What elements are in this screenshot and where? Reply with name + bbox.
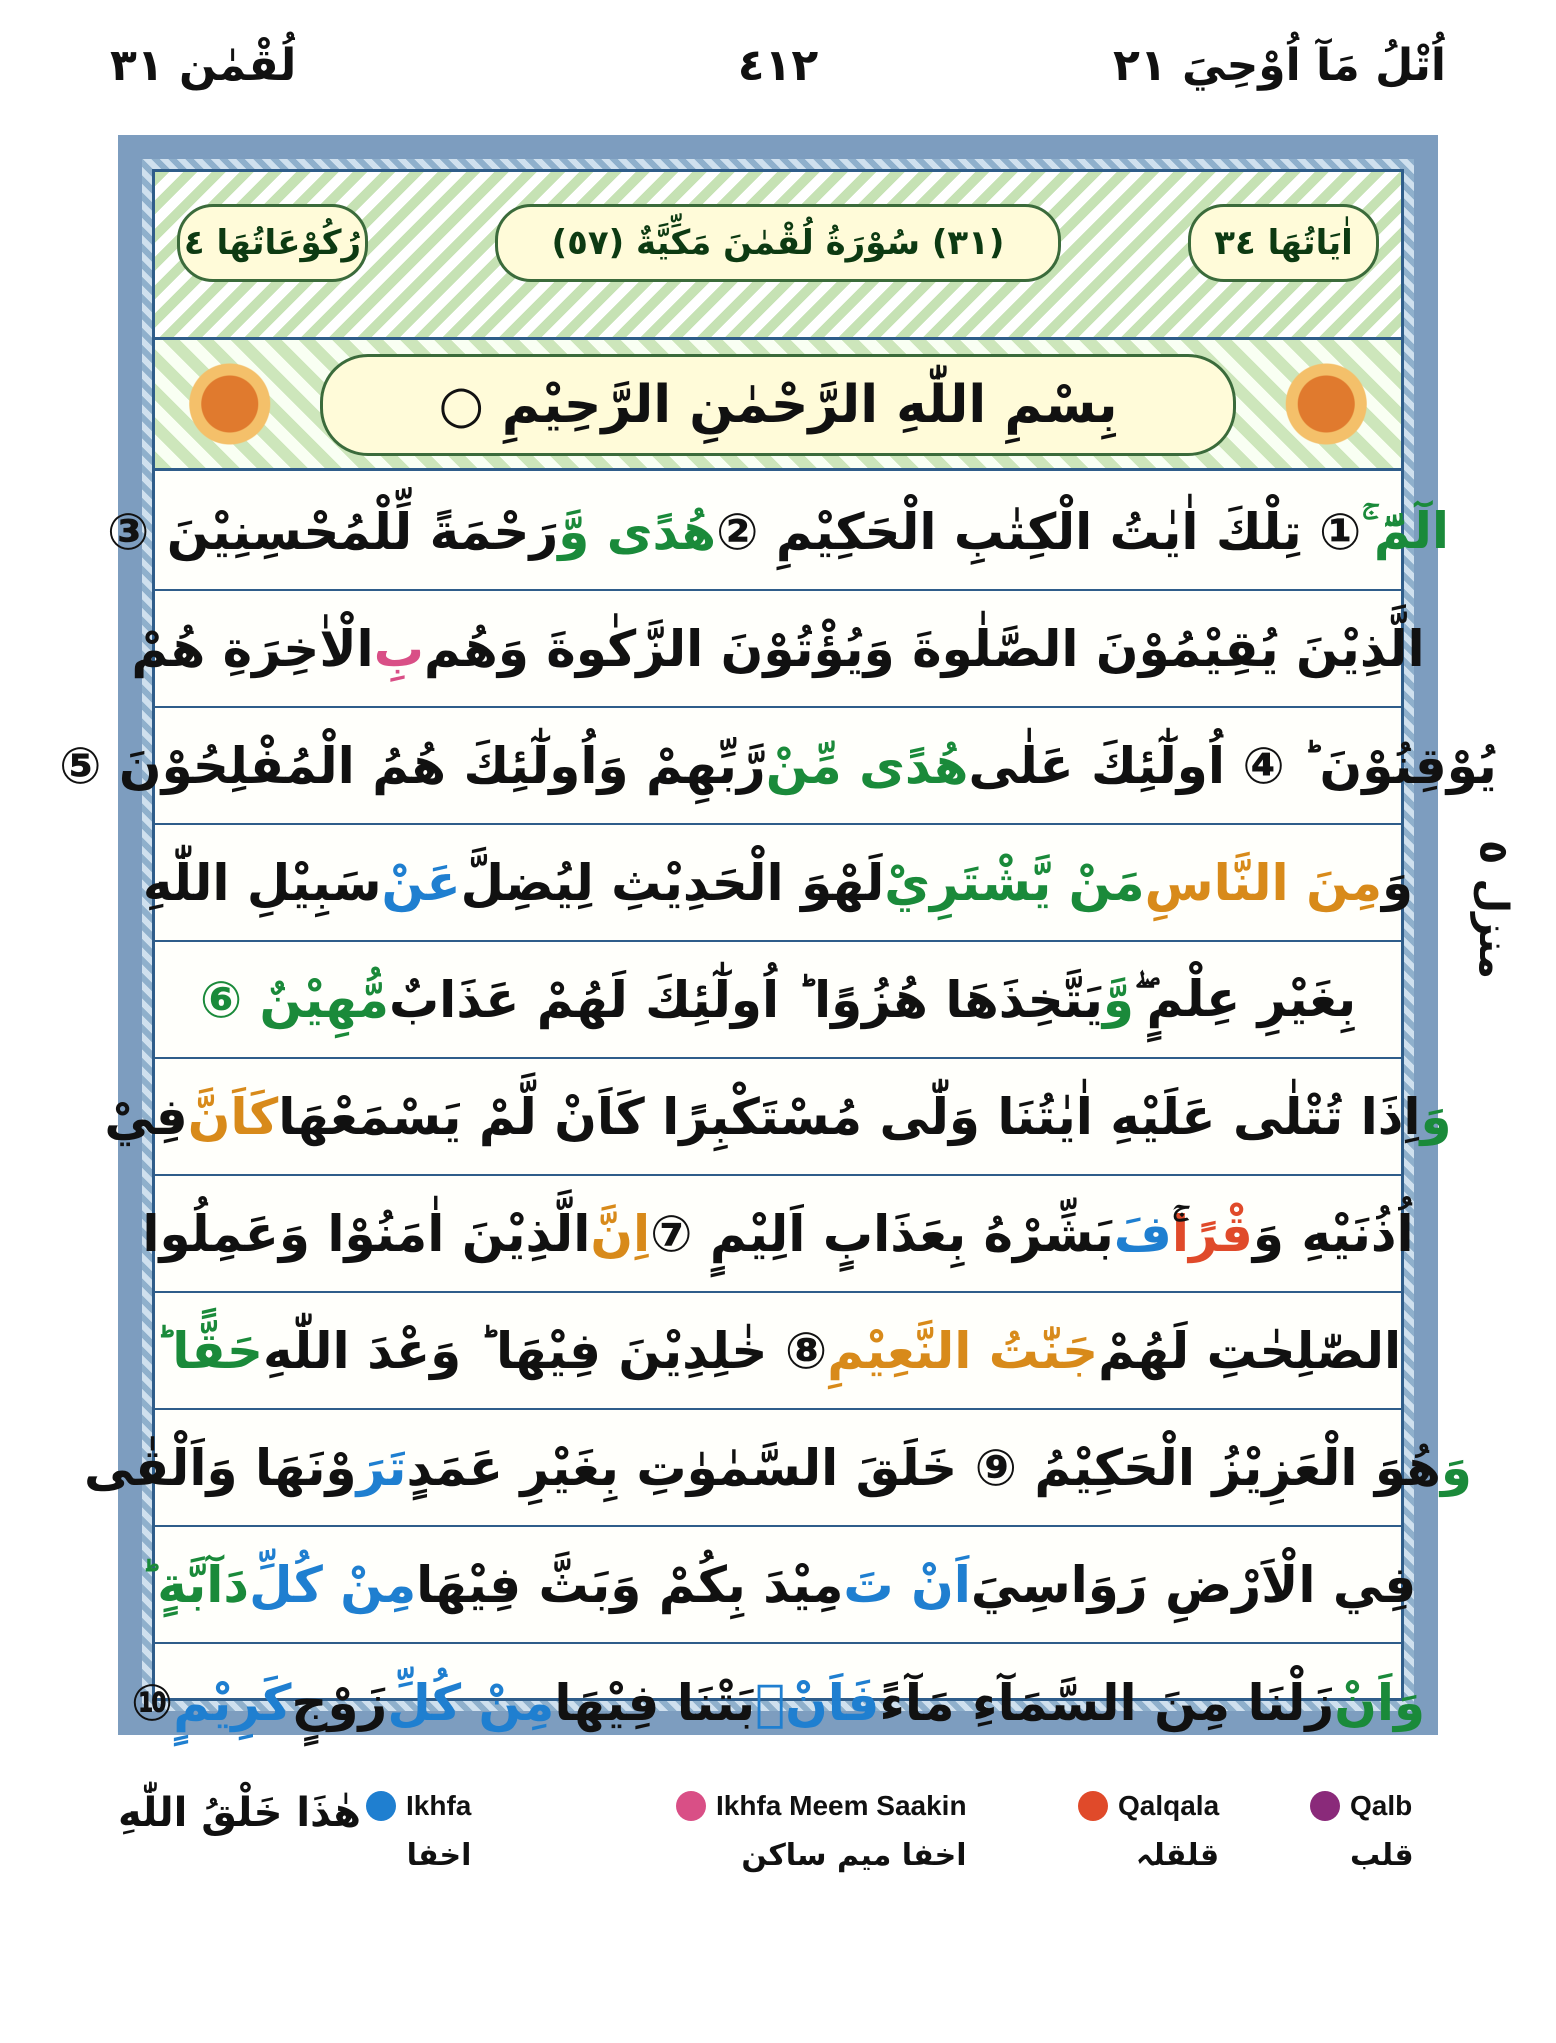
verse-segment: جَنّٰتُ النَّعِيْمِ <box>827 1321 1099 1380</box>
verse-segment: اَنْ تَ <box>843 1555 971 1614</box>
surah-title-cartouche: (٣١) سُوْرَةُ لُقْمٰنَ مَكِّيَّةٌ (٥٧) <box>495 204 1061 282</box>
verse-segment: هُدًى مِّنْ <box>765 736 969 795</box>
page-number: ٤١٢ <box>737 40 819 91</box>
verse-segment: وَّ <box>1102 970 1134 1029</box>
legend-item-ikhfa <box>366 1790 471 1873</box>
legend-item-qalb <box>1310 1790 1414 1873</box>
verse-segment: بَتْنَا فِيْهَا <box>554 1673 756 1732</box>
verse-segment: تَرَ <box>356 1438 407 1497</box>
legend-label-en: Ikhfa Meem Saakin <box>716 1790 967 1821</box>
verse-segment: لَهْوَ الْحَدِيْثِ لِيُضِلَّ <box>460 853 885 912</box>
verse-line <box>142 825 1414 942</box>
verse-segment: وَ <box>1382 853 1414 912</box>
verse-segment: يُوْقِنُوْنَ ؕ ④ اُولٰٓئِكَ عَلٰى <box>968 736 1497 795</box>
verse-segment: رَّبِّهِمْ وَاُولٰٓئِكَ هُمُ الْمُفْلِحُوْنَ ⑤ <box>59 736 766 795</box>
verse-segment: مِيْدَ بِكُمْ وَبَثَّ فِيْهَا <box>416 1555 844 1614</box>
verse-segment: هُوَ الْعَزِيْزُ الْحَكِيْمُ ⑨ خَلَقَ السَّمٰوٰتِ بِغَيْرِ عَمَدٍ <box>406 1438 1441 1497</box>
verse-segment: وَ <box>1440 1438 1473 1497</box>
verse-segment: حَقًّا ؕ <box>154 1321 264 1380</box>
legend-label-en: Ikhfa <box>406 1790 472 1821</box>
verse-segment: وْنَهَا وَاَلْقٰى <box>83 1438 357 1497</box>
legend-label-ur: قلقلہ <box>1135 1838 1220 1873</box>
verse-segment: وَ <box>1420 1087 1452 1146</box>
ikhfa-color-dot <box>366 1791 396 1821</box>
verse-line <box>106 474 1449 591</box>
legend-label-en: Qalqala <box>1118 1790 1220 1821</box>
tajweed-legend <box>118 1790 1438 2010</box>
verse-segment: ⑩ <box>130 1673 174 1732</box>
verse-segment: فَ <box>1113 1204 1172 1263</box>
verse-line <box>131 591 1425 708</box>
legend-label-ur: اخفا <box>406 1838 472 1873</box>
legend-label-ur: اخفا میم ساکن <box>741 1838 967 1873</box>
bismillah: بِسْمِ اللّٰهِ الرَّحْمٰنِ الرَّحِيْمِ ○ <box>320 354 1236 456</box>
verse-segment: فِيْ <box>104 1087 188 1146</box>
manzil-marker: منزل ٥ <box>1470 840 1516 980</box>
qalb-color-dot <box>1310 1791 1340 1821</box>
verse-segment: مِنْ كُلِّ <box>387 1673 555 1732</box>
verse-segment: هُدًى وَّ <box>558 502 717 561</box>
verse-segment: مِنْ كُلِّ <box>249 1555 417 1614</box>
verse-segment: الٓمّٓ ۚ <box>1361 502 1449 560</box>
verse-line <box>142 1176 1414 1293</box>
verse-segment: مُّهِيْنٌ ⑥ <box>199 970 389 1029</box>
page-header <box>110 40 1446 120</box>
verse-segment: اِذَا تُتْلٰى عَلَيْهِ اٰيٰتُنَا وَلّٰى مُسْتَكْبِرًا كَاَنْ لَّمْ يَسْمَعْهَا <box>278 1087 1421 1146</box>
ikhfa-meem-saakin-color-dot <box>676 1791 706 1821</box>
verse-segment: بِ <box>373 619 424 678</box>
verse-segment: رَحْمَةً لِّلْمُحْسِنِيْنَ ③ <box>106 502 559 561</box>
legend-tagline: هٰذَا خَلْقُ اللّٰهِ <box>118 1790 361 1836</box>
verse-segment: وَاَنْ <box>1334 1673 1426 1732</box>
verse-segment: زَلْنَا مِنَ السَّمَآءِ مَآءً <box>879 1673 1335 1732</box>
verse-segment: فَاَنْۢ <box>755 1673 880 1732</box>
verse-segment: بَشِّرْهُ بِعَذَابٍ اَلِيْمٍ ⑦ <box>650 1204 1114 1263</box>
verse-segment: سَبِيْلِ اللّٰهِ <box>142 853 382 912</box>
verse-segment: عَنْ <box>381 853 461 912</box>
verse-line <box>83 1410 1473 1527</box>
verse-segment: الصّٰلِحٰتِ لَهُمْ <box>1098 1321 1402 1380</box>
legend-label-ur: قلب <box>1350 1838 1414 1873</box>
verse-segment: دَآبَّةٍ ؕ <box>139 1555 250 1614</box>
verse-line <box>104 1059 1452 1176</box>
verse-segment: الَّذِيْنَ اٰمَنُوْا وَعَمِلُوا <box>142 1204 591 1263</box>
verse-segment: ⑧ خٰلِدِيْنَ فِيْهَا ؕ وَعْدَ اللّٰهِ <box>263 1321 828 1380</box>
verse-segment: كَاَنَّ <box>187 1087 279 1146</box>
verse-line <box>59 708 1497 825</box>
juz-name-header: اُتْلُ مَآ اُوْحِيَ ٢١ <box>1113 40 1446 91</box>
verse-line <box>139 1527 1417 1644</box>
legend-label-en: Qalb <box>1350 1790 1413 1821</box>
verse-segment: مِنَ النَّاسِ <box>1144 853 1383 912</box>
legend-item-ikhfa-meem-saakin <box>676 1790 967 1873</box>
verse-segment: الَّذِيْنَ يُقِيْمُوْنَ الصَّلٰوةَ وَيُؤْتُوْنَ الزَّكٰوةَ وَهُم <box>423 619 1425 678</box>
verse-segment: قْرًا <box>1171 1204 1253 1263</box>
verse-line <box>155 942 1401 1059</box>
verse-line <box>130 1644 1426 1761</box>
legend-item-qalqala <box>1078 1790 1219 1873</box>
bismillah-band <box>155 340 1401 471</box>
verse-segment: زَوْجٍ <box>291 1673 388 1732</box>
verse-line <box>155 1293 1401 1410</box>
verse-segment: يَتَّخِذَهَا هُزُوًا ؕ اُولٰٓئِكَ لَهُمْ عَذَابٌ <box>388 970 1103 1029</box>
ruku-count-cartouche: رُكُوْعَاتُهَا ٤ <box>177 204 368 282</box>
verse-segment: كَرِيْمٍ <box>173 1673 292 1732</box>
verse-segment: ① تِلْكَ اٰيٰتُ الْكِتٰبِ الْحَكِيْمِ ② <box>716 502 1362 561</box>
surah-name-header: لُقْمٰن ٣١ <box>110 40 297 91</box>
verse-segment: الْاٰخِرَةِ هُمْ <box>131 619 374 678</box>
verse-segment: فِي الْاَرْضِ رَوَاسِيَ <box>970 1555 1417 1614</box>
surah-title-band <box>155 172 1401 340</box>
verse-segment: بِغَيْرِ عِلْمٍ ۖ <box>1133 970 1357 1028</box>
verse-segment: مَنْ يَّشْتَرِيْ <box>884 853 1145 912</box>
verse-segment: اِنَّ <box>590 1204 651 1263</box>
ayah-count-cartouche: اٰيَاتُهَا ٣٤ <box>1188 204 1379 282</box>
qalqala-color-dot <box>1078 1791 1108 1821</box>
verse-segment: اُذُنَيْهِ وَ <box>1252 1204 1414 1263</box>
